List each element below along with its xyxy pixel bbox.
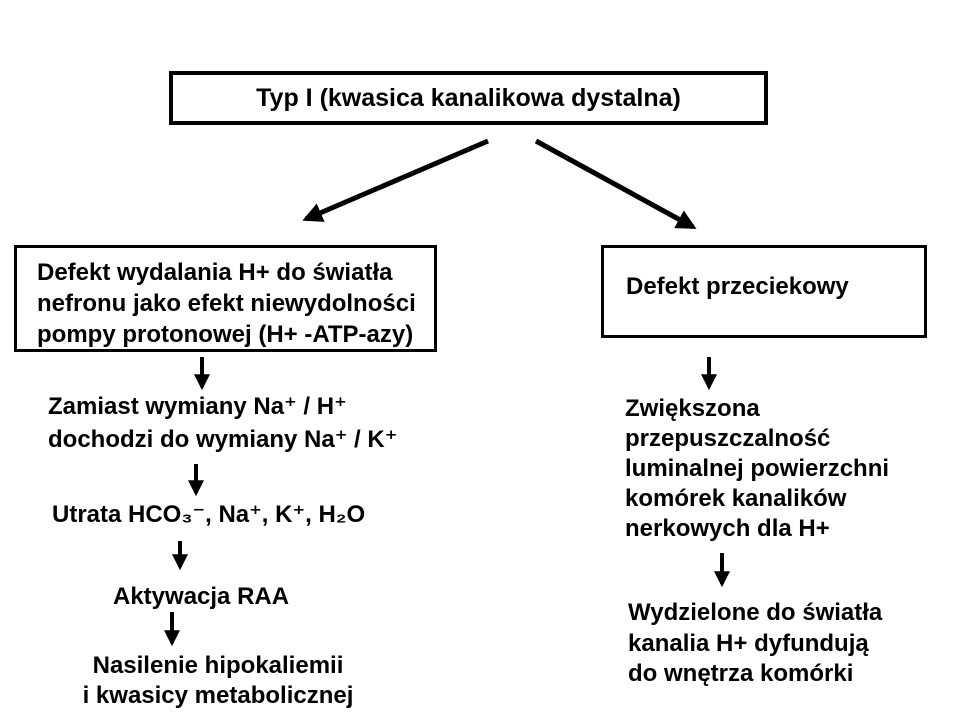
- title-box: [169, 71, 768, 125]
- raa-line: Aktywacja RAA: [113, 583, 290, 610]
- arrow-title-to-left-box-icon: [306, 141, 488, 219]
- permeability-line: nerkowych dla H+: [625, 515, 830, 542]
- loss-text: [52, 501, 365, 529]
- permeability-line: luminalnej powierzchni: [625, 455, 890, 482]
- exchange-line: Zamiast wymiany Na⁺ / H⁺: [48, 393, 347, 420]
- outcome-text: [58, 651, 378, 711]
- diffusion-line: kanalia H+ dyfundują: [628, 629, 869, 657]
- diffusion-line: do wnętrza komórki: [628, 660, 854, 687]
- diffusion-text: [628, 598, 882, 690]
- raa-text: [113, 584, 289, 610]
- permeability-line: komórek kanalików: [625, 485, 847, 512]
- diffusion-line: Wydzielone do światła: [628, 599, 883, 626]
- outcome-line: i kwasicy metabolicznej: [82, 682, 354, 709]
- left-cause-box: [14, 245, 437, 352]
- right-cause-box: [601, 245, 927, 338]
- right-cause-text: Defekt przeciekowy: [626, 272, 849, 300]
- outcome-line: Nasilenie hipokaliemii: [92, 652, 344, 679]
- exchange-line: dochodzi do wymiany Na⁺ / K⁺: [48, 426, 398, 453]
- left-cause-line: nefronu jako efekt niewydolności: [37, 290, 416, 317]
- permeability-line: przepuszczalność: [625, 425, 831, 452]
- exchange-text: [48, 390, 397, 456]
- permeability-text: [625, 394, 889, 544]
- left-cause-line: pompy protonowej (H+ -ATP-azy): [37, 321, 414, 348]
- title-text: Typ I (kwasica kanalikowa dystalna): [256, 83, 681, 112]
- arrow-title-to-right-box-icon: [536, 141, 693, 227]
- loss-line: Utrata HCO₃⁻, Na⁺, K⁺, H₂O: [52, 501, 366, 528]
- permeability-line: Zwiększona: [625, 395, 760, 422]
- left-cause-line: Defekt wydalania H+ do światła: [37, 259, 393, 286]
